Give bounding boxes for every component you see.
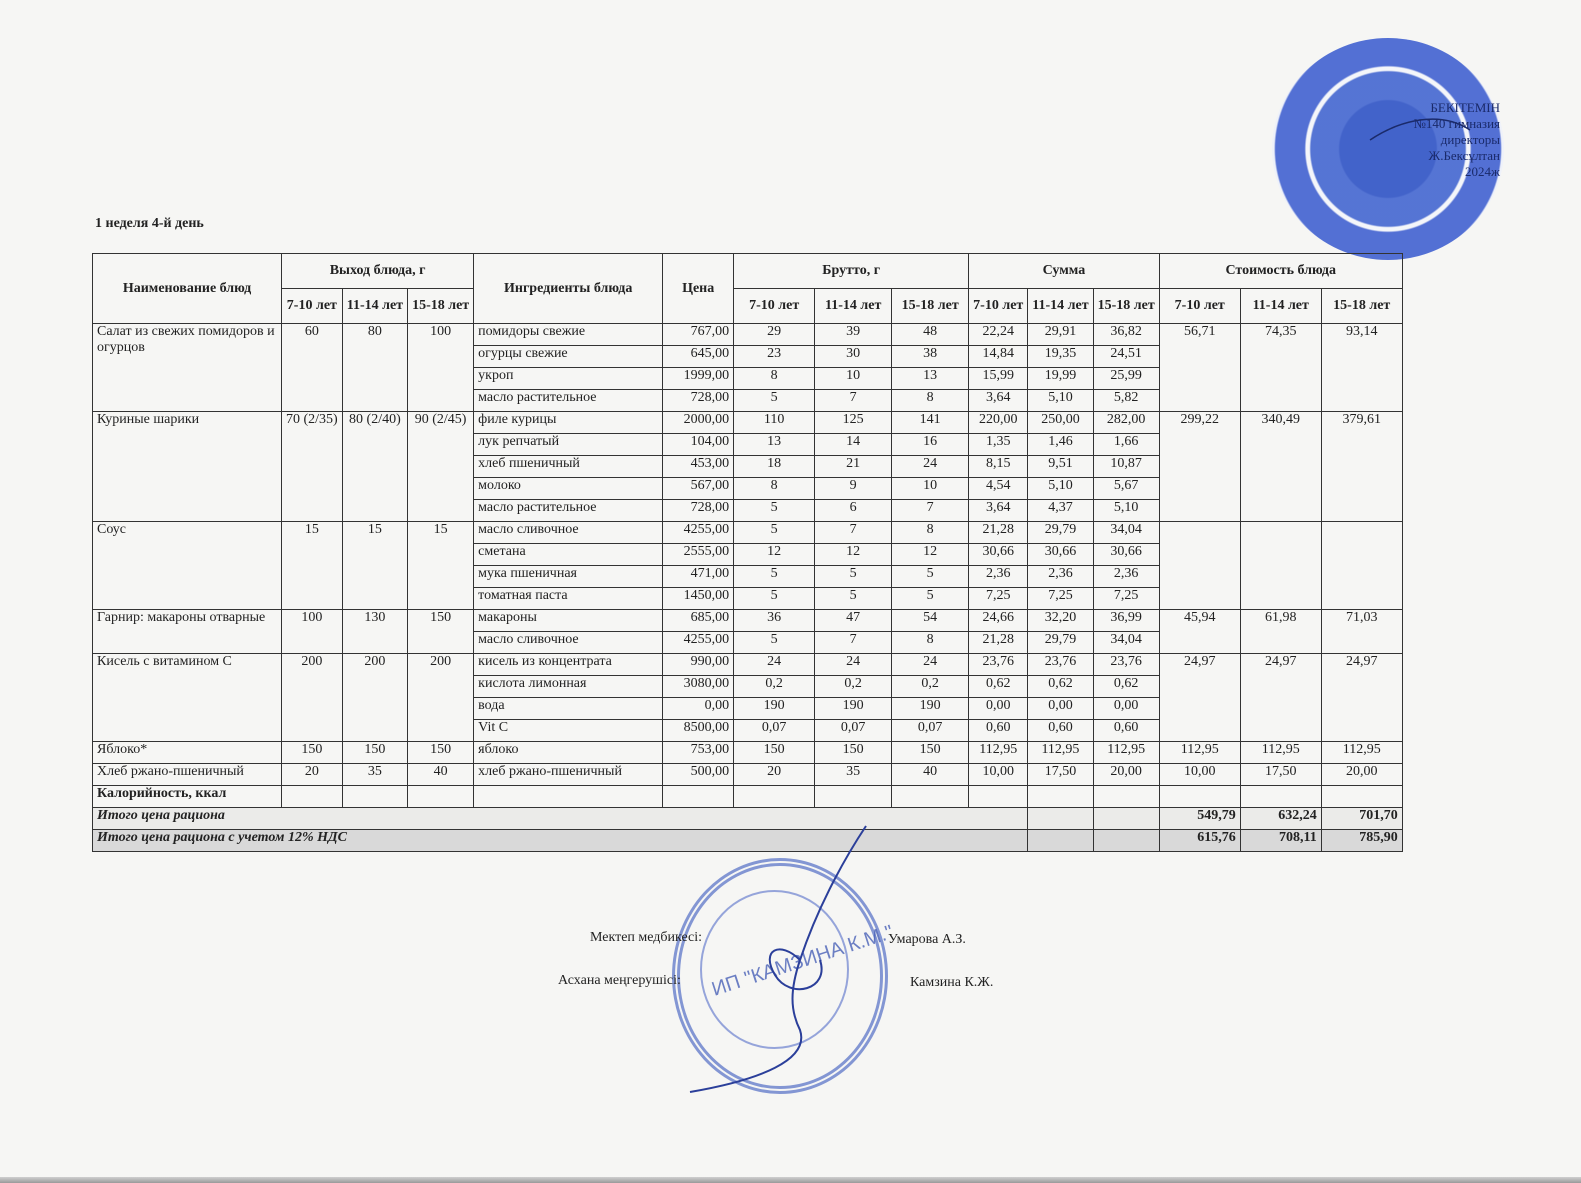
dish-cost: 112,95 [1240,742,1321,764]
ingredient-gross: 7 [892,500,969,522]
ingredient-gross: 24 [815,654,892,676]
dish-cost: 112,95 [1159,742,1240,764]
dish-yield: 70 (2/35) [282,412,343,522]
ingredient-name: укроп [474,368,663,390]
ingredient-name: масло растительное [474,390,663,412]
table-row [93,764,1403,786]
dish-cost: 112,95 [1321,742,1402,764]
total-vat-value: 708,11 [1240,830,1321,852]
dish-cost [1321,522,1402,610]
ingredient-gross: 150 [815,742,892,764]
ingredient-sum: 4,54 [969,478,1028,500]
ingredient-gross: 150 [734,742,815,764]
ingredient-sum: 112,95 [1028,742,1093,764]
ingredient-gross: 20 [734,764,815,786]
ingredient-name: молоко [474,478,663,500]
header-price: Цена [663,254,734,324]
ingredient-sum: 7,25 [1028,588,1093,610]
ingredient-gross: 190 [815,698,892,720]
ingredient-gross: 5 [815,566,892,588]
ingredient-gross: 6 [815,500,892,522]
header-ingredients: Ингредиенты блюда [474,254,663,324]
ingredient-sum: 282,00 [1093,412,1159,434]
ingredient-sum: 5,82 [1093,390,1159,412]
ingredient-sum: 15,99 [969,368,1028,390]
dish-cost [1159,522,1240,610]
dish-yield: 150 [282,742,343,764]
ingredient-sum: 29,79 [1028,522,1093,544]
ingredient-sum: 3,64 [969,500,1028,522]
ingredient-gross: 12 [892,544,969,566]
header-dish-name: Наименование блюд [93,254,282,324]
dish-yield: 100 [282,610,343,654]
ingredient-price: 3080,00 [663,676,734,698]
header-dish-cost: Стоимость блюда [1159,254,1402,289]
header-age: 7-10 лет [1159,289,1240,324]
ingredient-sum: 29,91 [1028,324,1093,346]
ingredient-sum: 112,95 [969,742,1028,764]
ingredient-sum: 0,60 [1093,720,1159,742]
ingredient-sum: 0,60 [969,720,1028,742]
ingredient-gross: 8 [734,478,815,500]
header-age: 7-10 лет [282,289,343,324]
ingredient-sum: 10,87 [1093,456,1159,478]
dish-yield: 200 [408,654,474,742]
day-title: 1 неделя 4-й день [95,216,204,231]
header-yield: Выход блюда, г [282,254,474,289]
ingredient-price: 1999,00 [663,368,734,390]
ingredient-gross: 190 [734,698,815,720]
dish-name: Салат из свежих помидоров и огурцов [93,324,282,412]
ingredient-gross: 7 [815,632,892,654]
stamp-line: Ж.Бексұлтан [1428,148,1500,163]
ingredient-sum: 30,66 [1093,544,1159,566]
dish-yield: 15 [408,522,474,610]
ingredient-gross: 24 [734,654,815,676]
ingredient-price: 453,00 [663,456,734,478]
dish-cost: 61,98 [1240,610,1321,654]
ingredient-name: яблоко [474,742,663,764]
stamp-line: №140 гимназия директоры [1413,116,1500,147]
header-age: 7-10 лет [734,289,815,324]
ingredient-sum: 5,10 [1093,500,1159,522]
ingredient-gross: 0,2 [815,676,892,698]
dish-name: Куриные шарики [93,412,282,522]
ingredient-name: сметана [474,544,663,566]
ingredient-sum: 5,10 [1028,478,1093,500]
dish-yield: 80 [342,324,407,412]
ingredient-sum: 0,60 [1028,720,1093,742]
table-row [93,412,1403,434]
header-age: 11-14 лет [1028,289,1093,324]
header-age: 7-10 лет [969,289,1028,324]
ingredient-sum: 17,50 [1028,764,1093,786]
dish-yield: 15 [342,522,407,610]
header-age: 11-14 лет [1240,289,1321,324]
ingredient-gross: 0,07 [734,720,815,742]
ingredient-sum: 112,95 [1093,742,1159,764]
ingredient-gross: 125 [815,412,892,434]
ingredient-gross: 13 [892,368,969,390]
ingredient-sum: 34,04 [1093,522,1159,544]
ingredient-gross: 10 [892,478,969,500]
ingredient-sum: 23,76 [969,654,1028,676]
dish-name: Гарнир: макароны отварные [93,610,282,654]
ingredient-sum: 23,76 [1028,654,1093,676]
header-sum: Сумма [969,254,1160,289]
ingredient-gross: 18 [734,456,815,478]
total-vat-label: Итого цена рациона с учетом 12% НДС [93,830,969,852]
ingredient-sum: 0,62 [1028,676,1093,698]
calories-label: Калорийность, ккал [93,786,282,808]
ingredient-sum: 29,79 [1028,632,1093,654]
ingredient-name: хлеб ржано-пшеничный [474,764,663,786]
ingredient-sum: 1,35 [969,434,1028,456]
ingredient-gross: 8 [734,368,815,390]
ingredient-gross: 7 [815,390,892,412]
ingredient-sum: 0,00 [969,698,1028,720]
ingredient-price: 2000,00 [663,412,734,434]
ingredient-gross: 14 [815,434,892,456]
ingredient-gross: 10 [815,368,892,390]
dish-cost: 10,00 [1159,764,1240,786]
stamp-line: БЕКІТЕМІН [1430,100,1500,115]
dish-yield: 60 [282,324,343,412]
dish-yield: 200 [342,654,407,742]
ingredient-sum: 14,84 [969,346,1028,368]
ingredient-sum: 7,25 [1093,588,1159,610]
dish-yield: 80 (2/40) [342,412,407,522]
dish-yield: 130 [342,610,407,654]
ingredient-sum: 30,66 [969,544,1028,566]
ingredient-sum: 21,28 [969,522,1028,544]
ingredient-gross: 0,07 [815,720,892,742]
dish-cost: 71,03 [1321,610,1402,654]
ingredient-name: томатная паста [474,588,663,610]
ingredient-name: огурцы свежие [474,346,663,368]
ingredient-name: Vit C [474,720,663,742]
ingredient-gross: 29 [734,324,815,346]
ingredient-gross: 12 [815,544,892,566]
ingredient-name: масло растительное [474,500,663,522]
ingredient-price: 1450,00 [663,588,734,610]
dish-cost: 24,97 [1240,654,1321,742]
dish-yield: 90 (2/45) [408,412,474,522]
dish-yield: 100 [408,324,474,412]
canteen-manager-label: Асхана меңгерушісі: [558,973,681,988]
ingredient-name: кислота лимонная [474,676,663,698]
table-row [93,324,1403,346]
ingredient-price: 8500,00 [663,720,734,742]
ingredient-gross: 38 [892,346,969,368]
header-age: 11-14 лет [342,289,407,324]
menu-table [92,253,1403,852]
ingredient-sum: 19,99 [1028,368,1093,390]
ingredient-price: 645,00 [663,346,734,368]
ingredient-gross: 110 [734,412,815,434]
dish-cost: 74,35 [1240,324,1321,412]
ingredient-sum: 19,35 [1028,346,1093,368]
ingredient-gross: 7 [815,522,892,544]
header-age: 15-18 лет [892,289,969,324]
table-row [93,610,1403,632]
canteen-manager-name: Камзина К.Ж. [910,975,994,990]
ingredient-name: масло сливочное [474,522,663,544]
ingredient-name: филе курицы [474,412,663,434]
dish-yield: 40 [408,764,474,786]
ingredient-name: масло сливочное [474,632,663,654]
ingredient-name: помидоры свежие [474,324,663,346]
ingredient-gross: 36 [734,610,815,632]
ingredient-price: 728,00 [663,500,734,522]
dish-cost [1240,522,1321,610]
ingredient-gross: 16 [892,434,969,456]
stamp-line: 2024ж [1465,164,1500,179]
ingredient-name: макароны [474,610,663,632]
menu-body [93,324,1403,786]
dish-yield: 15 [282,522,343,610]
dish-cost: 379,61 [1321,412,1402,522]
ingredient-price: 4255,00 [663,522,734,544]
ingredient-sum: 250,00 [1028,412,1093,434]
header-age: 11-14 лет [815,289,892,324]
ingredient-gross: 54 [892,610,969,632]
table-row [93,654,1403,676]
dish-yield: 20 [282,764,343,786]
ingredient-gross: 5 [892,566,969,588]
ingredient-name: вода [474,698,663,720]
header-age: 15-18 лет [1321,289,1402,324]
total-value: 701,70 [1321,808,1402,830]
total-vat-value: 615,76 [1159,830,1240,852]
dish-yield: 150 [408,742,474,764]
ingredient-sum: 22,24 [969,324,1028,346]
ingredient-sum: 7,25 [969,588,1028,610]
ingredient-price: 2555,00 [663,544,734,566]
ingredient-sum: 9,51 [1028,456,1093,478]
ingredient-sum: 2,36 [1028,566,1093,588]
ingredient-gross: 13 [734,434,815,456]
ingredient-gross: 5 [734,500,815,522]
header-age: 15-18 лет [408,289,474,324]
page-edge [0,1177,1581,1183]
dish-name: Кисель с витамином С [93,654,282,742]
ingredient-gross: 8 [892,632,969,654]
dish-yield: 200 [282,654,343,742]
dish-yield: 150 [408,610,474,654]
total-row [93,808,1403,830]
table-row [93,742,1403,764]
ingredient-gross: 5 [734,522,815,544]
ingredient-name: хлеб пшеничный [474,456,663,478]
total-value: 632,24 [1240,808,1321,830]
ingredient-gross: 35 [815,764,892,786]
company-stamp-text: ИП "КАМЗИНА К.М." [709,921,896,1001]
ingredient-sum: 25,99 [1093,368,1159,390]
ingredient-sum: 36,99 [1093,610,1159,632]
ingredient-gross: 190 [892,698,969,720]
dish-cost: 93,14 [1321,324,1402,412]
ingredient-sum: 24,66 [969,610,1028,632]
calories-row [93,786,1403,808]
ingredient-price: 471,00 [663,566,734,588]
ingredient-gross: 150 [892,742,969,764]
ingredient-price: 767,00 [663,324,734,346]
ingredient-sum: 3,64 [969,390,1028,412]
ingredient-gross: 5 [734,588,815,610]
ingredient-name: мука пшеничная [474,566,663,588]
dish-cost: 299,22 [1159,412,1240,522]
ingredient-gross: 47 [815,610,892,632]
ingredient-gross: 24 [892,654,969,676]
ingredient-sum: 24,51 [1093,346,1159,368]
ingredient-sum: 4,37 [1028,500,1093,522]
ingredient-sum: 21,28 [969,632,1028,654]
ingredient-gross: 141 [892,412,969,434]
ingredient-sum: 36,82 [1093,324,1159,346]
ingredient-price: 728,00 [663,390,734,412]
ingredient-sum: 8,15 [969,456,1028,478]
ingredient-name: лук репчатый [474,434,663,456]
ingredient-gross: 23 [734,346,815,368]
ingredient-sum: 0,00 [1093,698,1159,720]
ingredient-gross: 24 [892,456,969,478]
ingredient-sum: 20,00 [1093,764,1159,786]
total-label: Итого цена рациона [93,808,969,830]
dish-cost: 56,71 [1159,324,1240,412]
ingredient-gross: 5 [734,566,815,588]
ingredient-sum: 2,36 [1093,566,1159,588]
header-gross: Брутто, г [734,254,969,289]
ingredient-gross: 48 [892,324,969,346]
ingredient-price: 753,00 [663,742,734,764]
nurse-name: Умарова А.З. [888,932,966,947]
ingredient-gross: 8 [892,522,969,544]
ingredient-sum: 32,20 [1028,610,1093,632]
ingredient-sum: 23,76 [1093,654,1159,676]
ingredient-price: 500,00 [663,764,734,786]
ingredient-gross: 30 [815,346,892,368]
total-vat-value: 785,90 [1321,830,1402,852]
ingredient-gross: 0,07 [892,720,969,742]
approval-stamp-text [1370,100,1500,180]
table-row [93,522,1403,544]
total-value: 549,79 [1159,808,1240,830]
ingredient-gross: 39 [815,324,892,346]
ingredient-gross: 5 [815,588,892,610]
dish-yield: 35 [342,764,407,786]
total-vat-row [93,830,1403,852]
ingredient-gross: 5 [734,390,815,412]
ingredient-price: 0,00 [663,698,734,720]
ingredient-sum: 0,00 [1028,698,1093,720]
ingredient-gross: 8 [892,390,969,412]
ingredient-sum: 1,46 [1028,434,1093,456]
ingredient-gross: 40 [892,764,969,786]
ingredient-name: кисель из концентрата [474,654,663,676]
dish-yield: 150 [342,742,407,764]
ingredient-gross: 0,2 [734,676,815,698]
dish-name: Соус [93,522,282,610]
ingredient-gross: 5 [734,632,815,654]
ingredient-sum: 0,62 [1093,676,1159,698]
ingredient-gross: 21 [815,456,892,478]
ingredient-sum: 5,10 [1028,390,1093,412]
ingredient-sum: 2,36 [969,566,1028,588]
ingredient-sum: 1,66 [1093,434,1159,456]
ingredient-sum: 10,00 [969,764,1028,786]
header-age: 15-18 лет [1093,289,1159,324]
dish-cost: 24,97 [1321,654,1402,742]
dish-cost: 340,49 [1240,412,1321,522]
ingredient-gross: 0,2 [892,676,969,698]
ingredient-sum: 0,62 [969,676,1028,698]
dish-name: Хлеб ржано-пшеничный [93,764,282,786]
ingredient-price: 990,00 [663,654,734,676]
ingredient-gross: 9 [815,478,892,500]
dish-cost: 45,94 [1159,610,1240,654]
dish-cost: 17,50 [1240,764,1321,786]
ingredient-price: 104,00 [663,434,734,456]
dish-cost: 24,97 [1159,654,1240,742]
ingredient-sum: 220,00 [969,412,1028,434]
ingredient-sum: 34,04 [1093,632,1159,654]
ingredient-gross: 12 [734,544,815,566]
ingredient-price: 4255,00 [663,632,734,654]
ingredient-sum: 30,66 [1028,544,1093,566]
dish-name: Яблоко* [93,742,282,764]
ingredient-sum: 5,67 [1093,478,1159,500]
ingredient-price: 567,00 [663,478,734,500]
dish-cost: 20,00 [1321,764,1402,786]
ingredient-gross: 5 [892,588,969,610]
nurse-label: Мектеп медбикесі: [590,930,703,945]
ingredient-price: 685,00 [663,610,734,632]
